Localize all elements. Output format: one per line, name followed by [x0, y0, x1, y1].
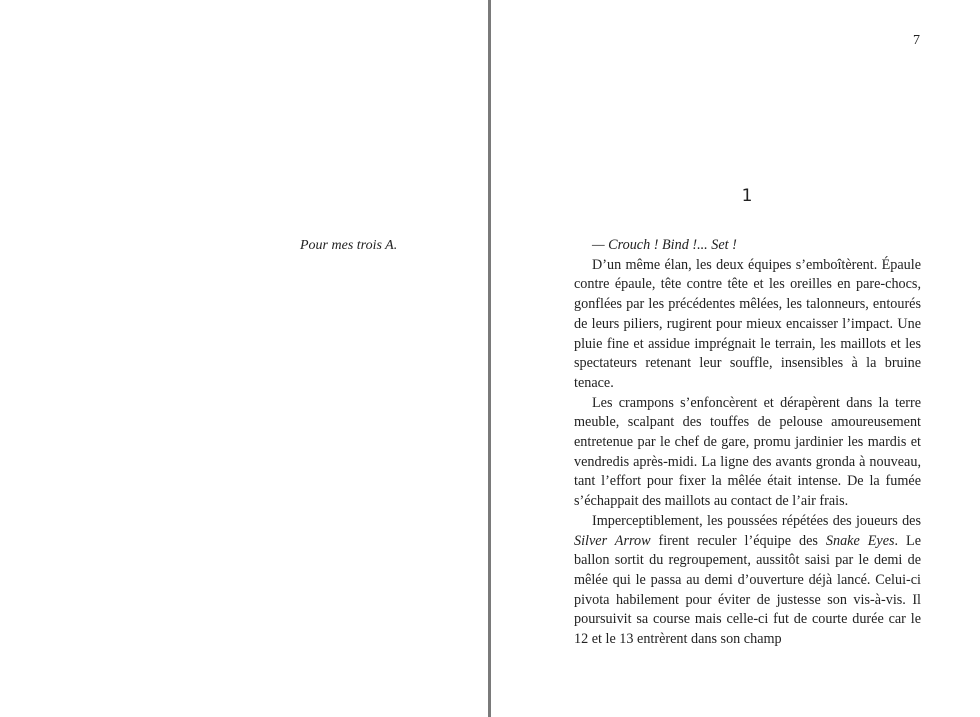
dedication: Pour mes trois A.	[300, 238, 398, 253]
paragraph-3-part-a: Imperceptiblement, les poussées répétées des joueurs des	[592, 512, 921, 529]
paragraph-1: D’un même élan, les deux équipes s’emboîtèrent. Épaule contre épaule, tête contre tête et les oreilles en pare-chocs, gonflées par les précédentes mêlées, les talonneurs, entourés de leurs piliers, rugirent pour mieux encaisser l’impact. Une pluie fine et assidue imprégnait le terrain, les maillots et les spectateurs retenant leur souffle, insensibles à la bruine tenace.	[574, 256, 921, 391]
paragraph-3-part-b: firent reculer l’équipe des	[650, 532, 826, 549]
chapter-number: 1	[741, 186, 753, 206]
dialog-line: — Crouch ! Bind !... Set !	[592, 237, 737, 253]
paragraph-3-part-c: . Le ballon sortit du regroupement, aussitôt saisi par le demi de mêlée qui le passa au demi d’ouverture déjà lancé. Celui-ci pivota habilement pour éviter de justesse son vis-à-vis. Il poursuivit sa course mais celle-ci fut de courte durée car le 12 et le 13 entrèrent dans son champ	[574, 532, 921, 648]
team-name-snake-eyes: Snake Eyes	[825, 532, 895, 549]
paragraph-2: Les crampons s’enfoncèrent et dérapèrent dans la terre meuble, scalpant des touffes de pelouse amoureusement entretenue par le chef de gare, promu jardinier les mardis et vendredis après-midi. La ligne des avants gronda à nouveau, tant l’effort pour fixer la mêlée était intense. De la fumée s’échappait des maillots au contact de l’air frais.	[574, 394, 921, 510]
book-gutter	[488, 0, 491, 717]
chapter-body	[574, 236, 921, 650]
page-number: 7	[913, 33, 920, 48]
team-name-silver-arrow: Silver Arrow	[574, 532, 651, 549]
paragraph-3	[574, 512, 921, 650]
left-page	[0, 0, 489, 717]
